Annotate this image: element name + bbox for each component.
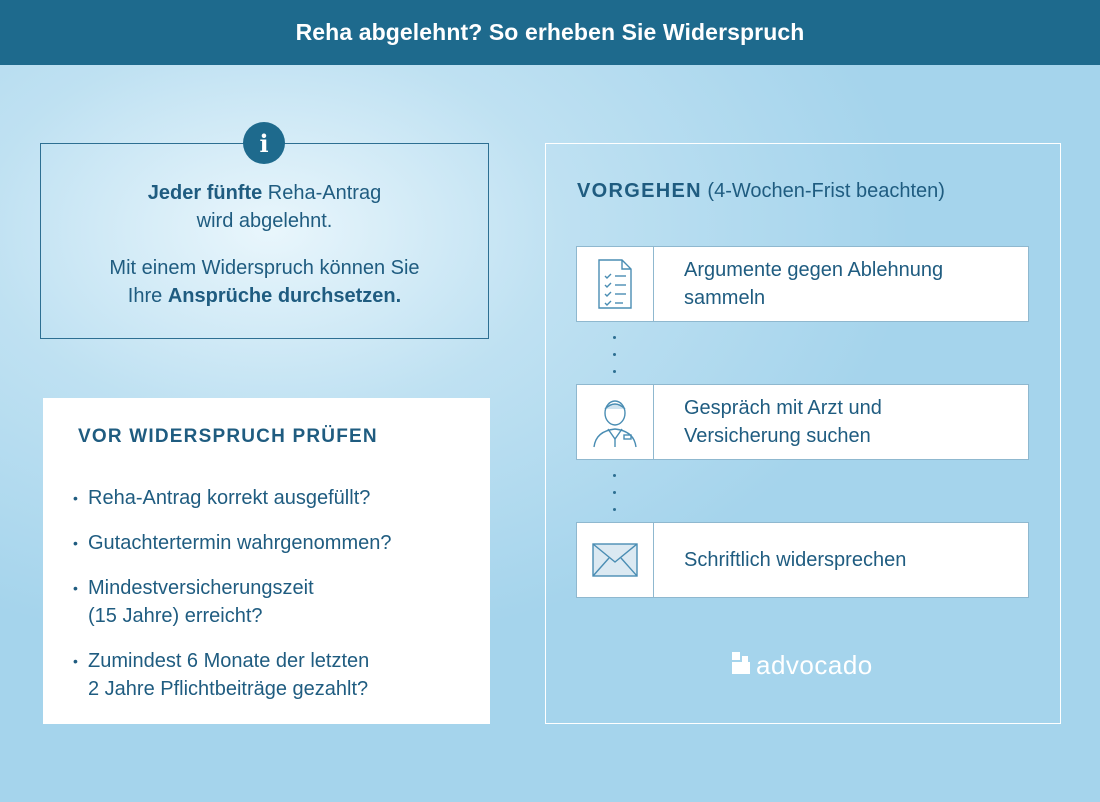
step-card [576,246,1029,322]
step-text-line2: sammeln [684,287,766,309]
list-item [73,484,468,512]
bullet-icon: • [73,490,78,506]
list-item [73,529,468,557]
page-title: Reha abgelehnt? So erheben Sie Widerspruch [295,19,805,45]
info-icon-glyph: i [259,128,269,158]
list-item-text: Zumindest 6 Monate der letzten [88,650,370,672]
info-line3: Mit einem Widerspruch können Sie [109,257,420,279]
info-highlight: Jeder fünfte [147,182,263,204]
step-card [576,384,1029,460]
step-text-line1: Argumente gegen Ablehnung [684,259,944,281]
list-item-text: Mindestversicherungszeit [88,577,314,599]
checklist-title: VOR WIDERSPRUCH PRÜFEN [78,426,378,447]
list-item-text: Reha-Antrag korrekt ausgefüllt? [88,487,371,509]
step-text [684,523,1014,597]
step-connector [613,336,617,387]
checklist-box [43,398,490,724]
info-box [40,143,489,339]
list-item-text: Gutachtertermin wahrgenommen? [88,532,392,554]
list-item-text-2: 2 Jahre Pflichtbeiträge gezahlt? [88,678,369,700]
page-header [0,0,1100,65]
brand-logo [732,651,873,679]
bullet-icon: • [73,653,78,669]
bullet-icon: • [73,580,78,596]
info-line1-rest: Reha-Antrag [262,182,382,204]
step-text-line2: Versicherung suchen [684,425,871,447]
info-line4-start: Ihre [127,285,168,307]
step-text-line1: Gespräch mit Arzt und [684,397,882,419]
list-item-text-2: (15 Jahre) erreicht? [88,605,263,627]
info-line2: wird abgelehnt. [196,210,333,232]
step-text-line1: Schriftlich widersprechen [684,549,907,571]
procedure-title-rest: (4-Wochen-Frist beachten) [701,180,945,202]
doctor-icon [577,385,654,459]
step-card [576,522,1029,598]
checklist-document-icon [577,247,654,321]
procedure-panel [545,143,1061,724]
info-advice [41,254,488,310]
checklist [73,484,468,720]
step-text [684,247,1014,321]
procedure-title-bold: VORGEHEN [577,180,702,202]
procedure-title [577,180,945,203]
logo-text: advocado [756,649,873,680]
advocado-logo-icon [732,650,750,681]
bullet-icon: • [73,535,78,551]
info-icon [243,122,285,164]
step-text [684,385,1014,459]
info-statement [41,179,488,235]
list-item [73,574,468,630]
list-item [73,647,468,703]
envelope-icon [577,523,654,597]
info-line4-bold: Ansprüche durchsetzen. [167,285,402,307]
step-connector [613,474,617,525]
